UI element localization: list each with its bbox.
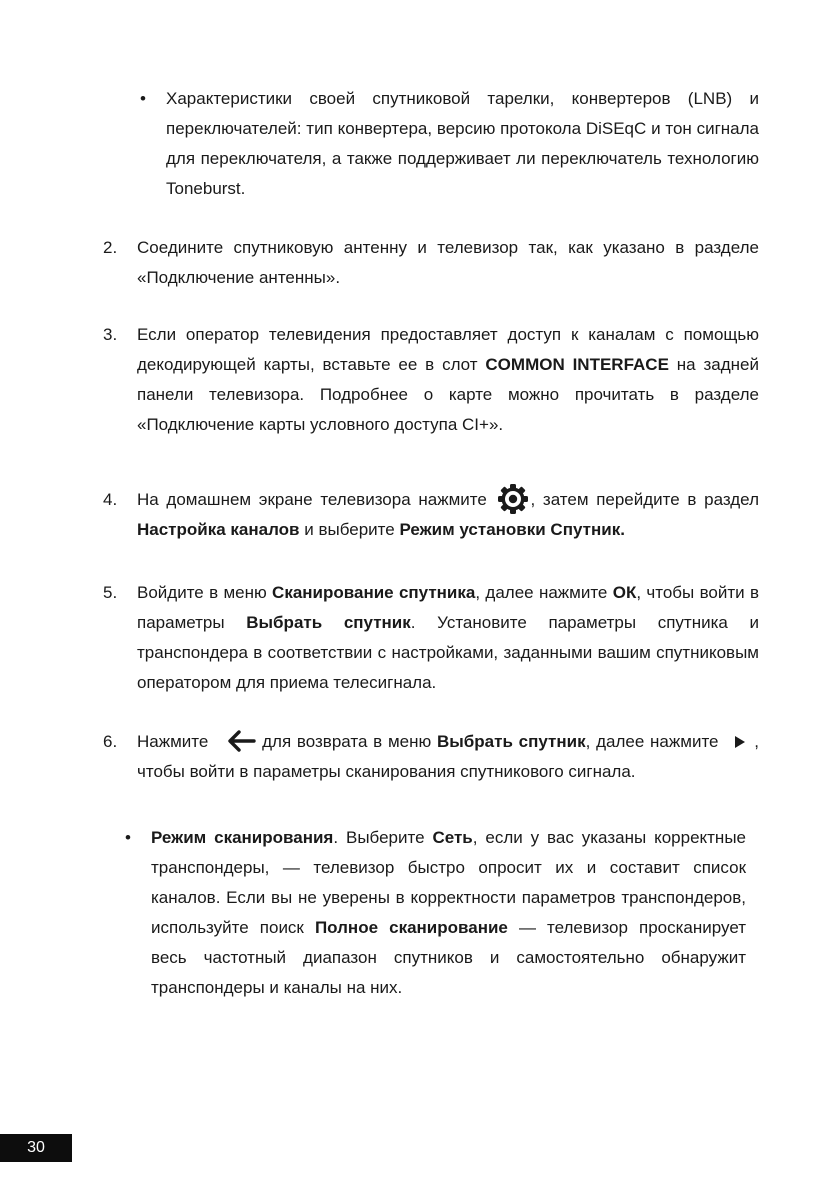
emphasis-full-scan: Полное сканирование (314, 918, 508, 937)
step-text: , далее нажмите (585, 732, 719, 751)
step-number: 3. (103, 325, 118, 344)
page-number: 30 (0, 1134, 72, 1162)
step-text: На домашнем экране телевизора нажмите (137, 490, 487, 509)
emphasis-ok: ОК (612, 583, 637, 602)
emphasis-common-interface: COMMON INTERFACE (485, 355, 669, 374)
step-2 (103, 233, 759, 293)
step-text: на задней панели телевизора. Подробнее о карте можно прочитать в разделе «Подключение карты условного доступа CI+». (137, 355, 760, 434)
step-text: , чтобы войти в параметры сканирования спутникового сигнала. (137, 732, 759, 781)
bullet-text: . Выберите (333, 828, 433, 847)
step-3 (103, 320, 760, 440)
emphasis-channel-settings: Настройка каналов (137, 520, 300, 539)
step-text: . Установите параметры спутника и транспондера в соответствии с настройками, заданными вашим спутниковым оператором для приема телесигнала. (137, 613, 759, 692)
bullet-text: Характеристики своей спутниковой тарелки, конвертеров (LNB) и переключателей: тип конвертера, версию протокола DiSEqC и тон сигнала для переключателя, а также поддерживает ли переключатель технологию Toneburst. (166, 89, 759, 198)
step-text: Если оператор телевидения предоставляет доступ к каналам с помощью декодирующей карты, вставьте ее в слот (137, 325, 759, 374)
step-text: и выберите (299, 520, 400, 539)
step-text: , затем перейдите в раздел (530, 490, 759, 509)
step-text: Нажмите (137, 732, 209, 751)
step-text: для возврата в меню (262, 732, 437, 751)
back-arrow-icon (226, 730, 256, 752)
step-number: 2. (103, 238, 118, 257)
step-number: 5. (103, 583, 118, 602)
step-number: 6. (103, 732, 118, 751)
emphasis-satellite-mode: Режим установки Спутник. (399, 520, 625, 539)
bullet-text: , если у вас указаны корректные транспондеры, — телевизор быстро опросит их и составит список каналов. Если вы не уверены в корректности параметров транспондеров, используйте поиск (151, 828, 746, 937)
emphasis-select-satellite: Выбрать спутник (246, 613, 411, 632)
emphasis-select-satellite: Выбрать спутник (437, 732, 586, 751)
bullet-item-satellite-characteristics (166, 84, 759, 204)
step-5 (103, 578, 759, 698)
step-6 (103, 727, 759, 787)
play-right-icon (734, 736, 746, 748)
step-text: , чтобы войти в параметры (137, 583, 759, 632)
step-text: Соедините спутниковую антенну и телевизор так, как указано в разделе «Подключение антенны». (137, 238, 759, 287)
step-text: Войдите в меню (137, 583, 273, 602)
emphasis-scan-mode: Режим сканирования (151, 828, 334, 847)
step-number: 4. (103, 490, 118, 509)
step-4 (103, 485, 759, 545)
emphasis-network: Сеть (432, 828, 473, 847)
bullet-item-scan-mode (151, 823, 746, 1003)
gear-icon (497, 483, 529, 515)
step-text: , далее нажмите (475, 583, 613, 602)
bullet-text: — телевизор просканирует весь частотный диапазон спутников и самостоятельно обнаружит транспондеры и каналы на них. (151, 918, 746, 997)
emphasis-satellite-scan: Сканирование спутника (272, 583, 476, 602)
